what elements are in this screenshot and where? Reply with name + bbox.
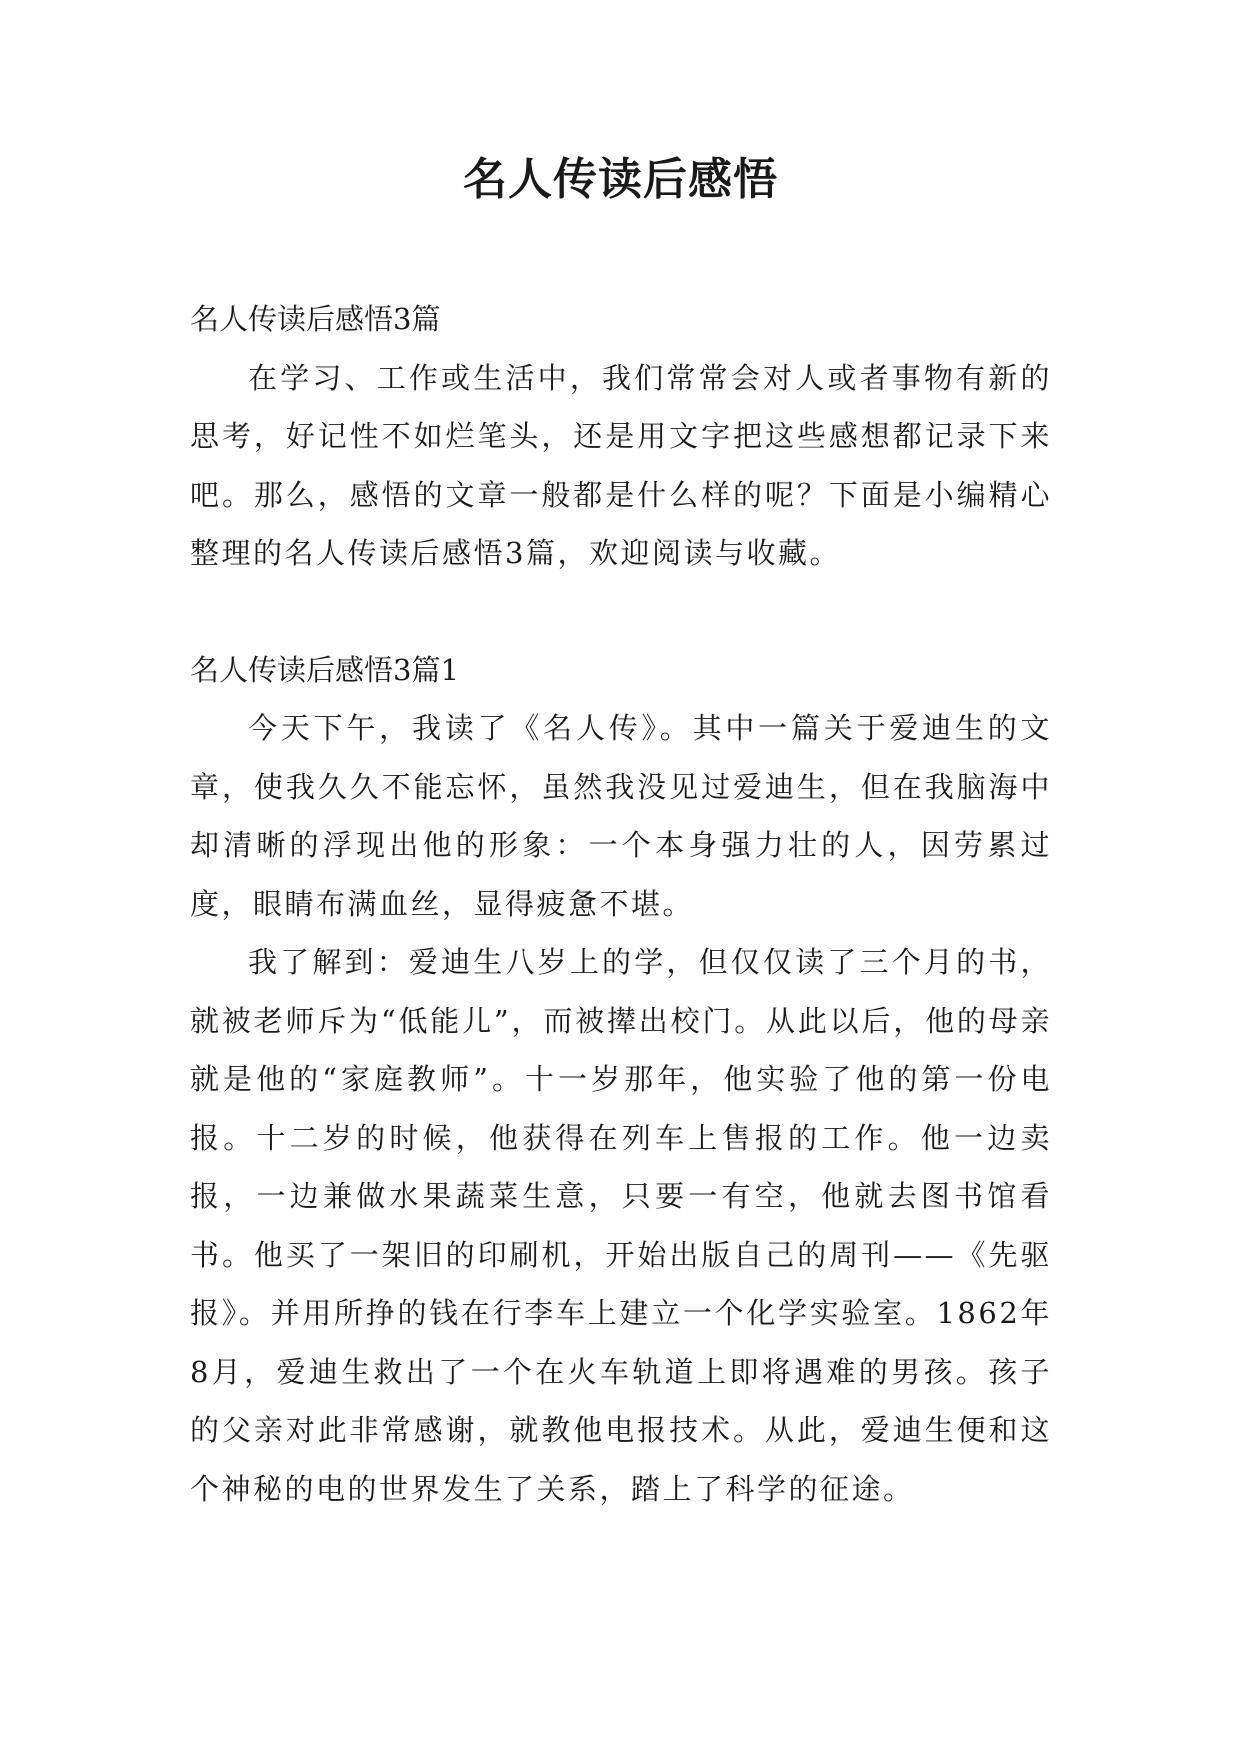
intro-heading: 名人传读后感悟3篇: [190, 302, 441, 336]
intro-paragraph: 在学习、工作或生活中，我们常常会对人或者事物有新的思考，好记性不如烂笔头，还是用文字把这些感想都记录下来吧。那么，感悟的文章一般都是什么样的呢？下面是小编精心整理的名人传读后感悟3篇，欢迎阅读与收藏。: [190, 360, 1052, 570]
document-title: 名人传读后感悟: [463, 154, 778, 205]
section-1-paragraph-2: 我了解到：爱迪生八岁上的学，但仅仅读了三个月的书，就被老师斥为“低能儿”，而被撵出校门。从此以后，他的母亲就是他的“家庭教师”。十一岁那年，他实验了他的第一份电报。十二岁的时候，他获得在列车上售报的工作。他一边卖报，一边兼做水果蔬菜生意，只要一有空，他就去图书馆看书。他买了一架旧的印刷机，开始出版自己的周刊——《先驱报》。并用所挣的钱在行李车上建立一个化学实验室。1862年8月，爱迪生救出了一个在火车轨道上即将遇难的男孩。孩子的父亲对此非常感谢，就教他电报技术。从此，爱迪生便和这个神秘的电的世界发生了关系，踏上了科学的征途。: [190, 945, 1052, 1506]
section-spacer: [190, 583, 1052, 641]
section-1-paragraph-1: 今天下午，我读了《名人传》。其中一篇关于爱迪生的文章，使我久久不能忘怀，虽然我没见过爱迪生，但在我脑海中却清晰的浮现出他的形象：一个本身强力壮的人，因劳累过度，眼睛布满血丝，显得疲惫不堪。: [190, 711, 1052, 921]
section-1-heading: 名人传读后感悟3篇1: [190, 652, 459, 687]
document-body: [190, 290, 1052, 1518]
